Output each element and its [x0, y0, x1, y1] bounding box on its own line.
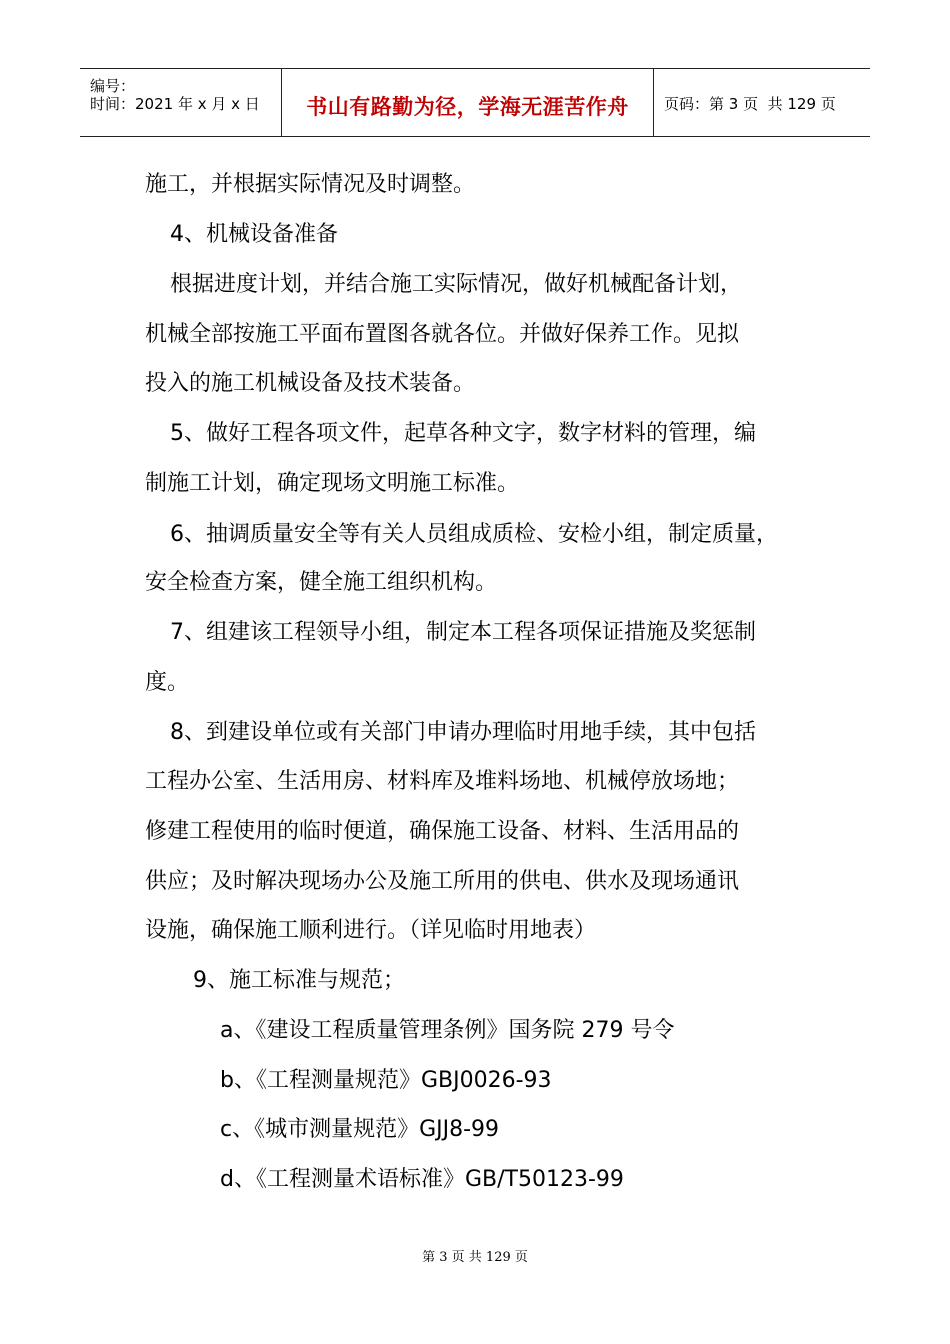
body-line: 修建工程使用的临时便道，确保施工设备、材料、生活用品的 [145, 819, 740, 844]
body-line: 制施工计划，确定现场文明施工标准。 [145, 471, 520, 496]
standard-item: c、《城市测量规范》GJJ8-99 [220, 1117, 500, 1142]
body-line: 设施，确保施工顺利进行。（详见临时用地表） [145, 918, 597, 943]
body-line: 6、抽调质量安全等有关人员组成质检、安检小组，制定质量， [170, 522, 778, 547]
document-number-label: 编号： [90, 77, 136, 95]
document-date-label: 时间：2021 年 x 月 x 日 [90, 95, 260, 113]
header-motto: 书山有路勤为径，学海无涯苦作舟 [306, 95, 629, 119]
body-line: 工程办公室、生活用房、材料库及堆料场地、机械停放场地； [145, 769, 740, 794]
body-line: 施工，并根据实际情况及时调整。 [145, 172, 476, 197]
page-header [80, 68, 870, 137]
header-info-cell [80, 69, 282, 136]
body-line: 供应；及时解决现场办公及施工所用的供电、供水及现场通讯 [145, 869, 740, 894]
standard-item: b、《工程测量规范》GBJ0026-93 [220, 1068, 552, 1093]
section-heading: 9、施工标准与规范； [193, 968, 405, 993]
body-line: 度。 [145, 670, 190, 695]
header-page-info: 页码：第 3 页 共 129 页 [664, 95, 836, 113]
body-line: 机械全部按施工平面布置图各就各位。并做好保养工作。见拟 [145, 322, 740, 347]
header-motto-cell [282, 69, 654, 136]
header-page-cell [654, 69, 870, 136]
body-line: 根据进度计划，并结合施工实际情况，做好机械配备计划， [170, 272, 743, 297]
body-line: 投入的施工机械设备及技术装备。 [145, 371, 476, 396]
body-line: 8、到建设单位或有关部门申请办理临时用地手续，其中包括 [170, 720, 756, 745]
standard-item: d、《工程测量术语标准》GB/T50123-99 [220, 1167, 624, 1192]
body-line: 5、做好工程各项文件，起草各种文字，数字材料的管理，编 [170, 421, 756, 446]
page-footer: 第 3 页 共 129 页 [422, 1250, 528, 1265]
body-line: 安全检查方案，健全施工组织机构。 [145, 570, 498, 595]
section-heading: 4、机械设备准备 [170, 222, 338, 247]
standard-item: a、《建设工程质量管理条例》国务院 279 号令 [220, 1018, 675, 1043]
body-line: 7、组建该工程领导小组，制定本工程各项保证措施及奖惩制 [170, 620, 756, 645]
